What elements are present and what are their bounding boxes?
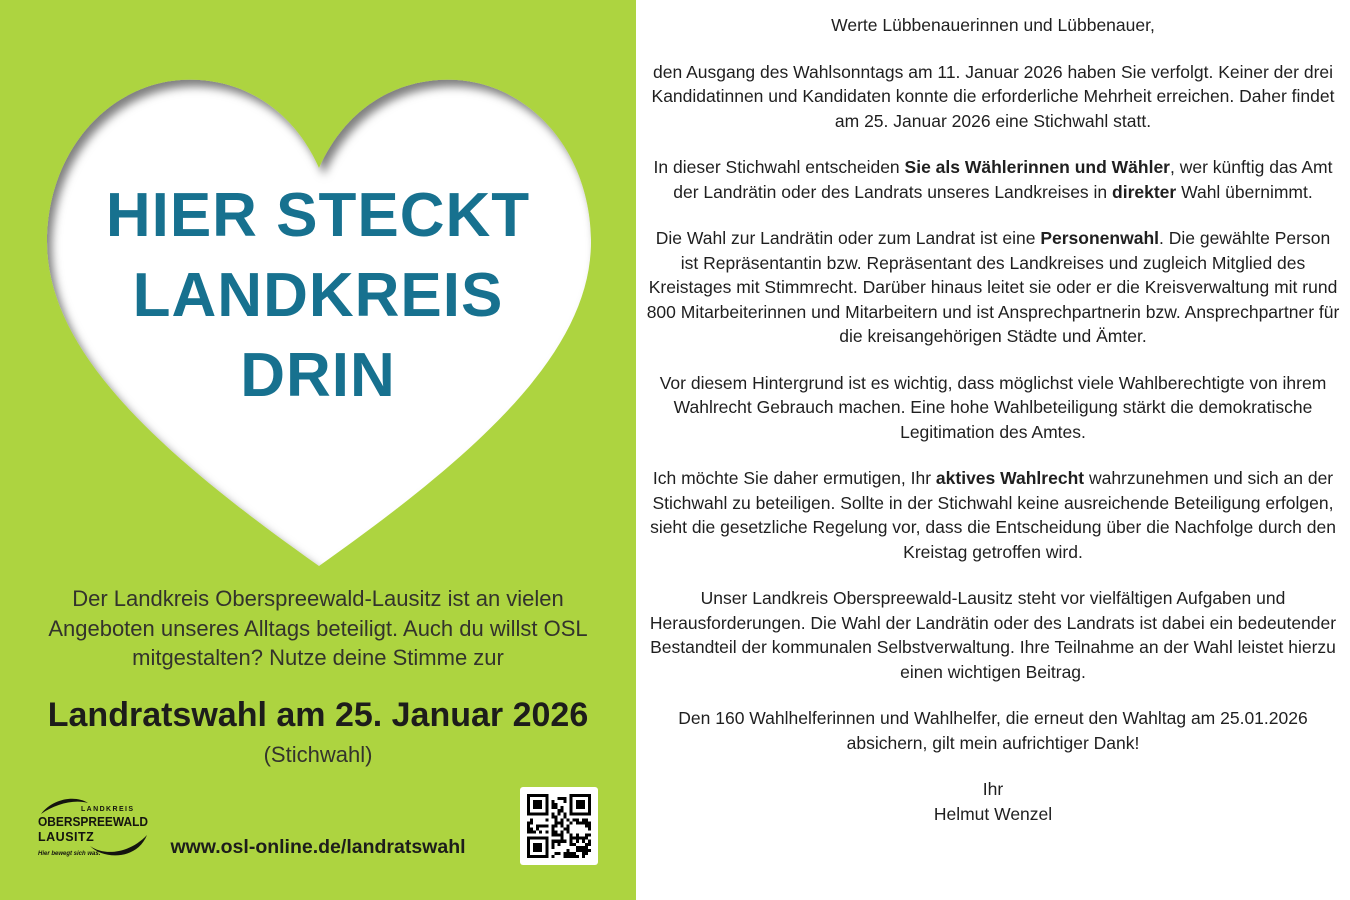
qr-code	[520, 787, 598, 865]
logo-landkreis-label: LANDKREIS	[81, 806, 135, 813]
letter-paragraph: Ich möchte Sie daher ermutigen, Ihr aktives Wahlrecht wahrzunehmen und sich an der Stichwahl zu beteiligen. Sollte in der Stichwahl keine ausreichende Beteiligung erfolgen, sieht die gesetzliche Regelung vor, dass die Entscheidung über die Nachfolge durch den Kreistag getroffen wird.	[650, 468, 1336, 562]
letter-paragraphs	[646, 60, 1340, 756]
letter-paragraph: Die Wahl zur Landrätin oder zum Landrat ist eine Personenwahl. Die gewählte Person ist Repräsentantin bzw. Repräsentant des Landkreises und zugleich Mitglied des Kreistages mit Stimmrecht. Darüber hinaus leitet sie oder er die Kreisverwaltung mit rund 800 Mitarbeiterinnen und Mitarbeitern und ist Ansprechpartnerin bzw. Ansprechpartner für die kreisangehörigen Städte und Ämter.	[646, 228, 1340, 346]
letter-salutation: Werte Lübbenauerinnen und Lübbenauer,	[831, 15, 1155, 35]
letter-closing-block	[646, 777, 1340, 826]
heart-headline	[0, 176, 636, 416]
poster-panel	[0, 0, 636, 900]
letter-signature: Helmut Wenzel	[933, 803, 1053, 824]
letter-closing: Ihr	[982, 779, 1004, 799]
poster-headline: Landratswahl am 25. Januar 2026	[47, 696, 589, 734]
letter-paragraph: den Ausgang des Wahlsonntags am 11. Januar 2026 haben Sie verfolgt. Keiner der drei Kandidatinnen und Kandidaten konnte die erforderliche Mehrheit erreichen. Daher findet am 25. Januar 2026 eine Stichwahl statt.	[651, 61, 1335, 131]
logo-lausitz-label: LAUSITZ	[38, 830, 95, 844]
logo-oberspreewald-label: OBERSPREEWALD	[38, 815, 148, 829]
letter-paragraph: Unser Landkreis Oberspreewald-Lausitz steht vor vielfältigen Aufgaben und Herausforderungen. Die Wahl der Landrätin oder des Landrats ist dabei ein bedeutender Bestandteil der kommunalen Selbstverwaltung. Ihre Teilnahme an der Wahl leistet hierzu einen wichtigen Beitrag.	[649, 588, 1337, 682]
letter-paragraph: Vor diesem Hintergrund ist es wichtig, dass möglichst viele Wahlberechtigte von ihrem Wahlrecht Gebrauch machen. Eine hohe Wahlbeteiligung stärkt die demokratische Legitimation des Amtes.	[659, 372, 1327, 442]
letter-paragraph: In dieser Stichwahl entscheiden Sie als Wählerinnen und Wähler, wer künftig das Amt der Landrätin oder des Landrats unseres Landkreises in direkter Wahl übernimmt.	[653, 157, 1333, 202]
website-url: www.osl-online.de/landratswahl	[170, 836, 466, 858]
logo-tagline: Hier bewegt sich was.	[38, 851, 101, 857]
letter-panel	[636, 0, 1350, 900]
heart-headline-line: LANDKREIS	[132, 261, 504, 330]
poster-subheadline: (Stichwahl)	[263, 742, 373, 767]
heart-headline-line: HIER STECKT	[105, 181, 531, 250]
poster-intro-text: Der Landkreis Oberspreewald-Lausitz ist an vielen Angeboten unseres Alltags beteiligt. Auch du willst OSL mitgestalten? Nutze deine Stimme zur	[48, 586, 588, 670]
letter-paragraph: Den 160 Wahlhelferinnen und Wahlhelfer, die erneut den Wahltag am 25.01.2026 absichern, gilt mein aufrichtiger Dank!	[678, 708, 1308, 753]
heart-headline-line: DRIN	[240, 341, 396, 410]
